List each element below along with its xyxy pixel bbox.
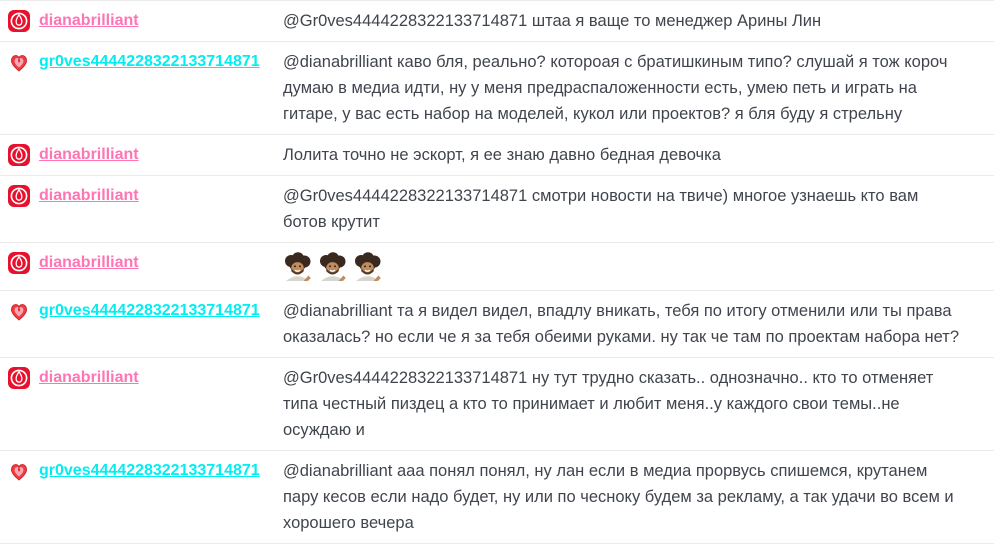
bobross-emote-icon [283, 252, 312, 281]
username-link[interactable]: gr0ves4444228322133714871 [39, 302, 260, 319]
username-link[interactable]: gr0ves4444228322133714871 [39, 53, 260, 70]
chat-message: @dianabrilliant ааа понял понял, ну лан если в медиа прорвусь спишемся, крутанем пару кесов если надо будет, ну или по чесноку будем за рекламу, а так удачи во всем и хорошего вечера [283, 462, 954, 532]
target-logo-avatar-icon [8, 144, 30, 166]
emote-strip [283, 250, 966, 283]
username-link[interactable]: dianabrilliant [39, 146, 139, 163]
chat-row [0, 176, 994, 243]
chat-message: @Gr0ves4444228322133714871 штаа я ваще то менеджер Арины Лин [283, 12, 822, 30]
username-link[interactable]: gr0ves4444228322133714871 [39, 462, 260, 479]
chat-row [0, 291, 994, 358]
target-logo-avatar[interactable] [8, 144, 30, 166]
chat-row [0, 135, 994, 176]
username-link[interactable]: dianabrilliant [39, 187, 139, 204]
target-logo-avatar-icon [8, 185, 30, 207]
chat-message: Лолита точно не эскорт, я ее знаю давно бедная девочка [283, 146, 721, 164]
user-column [0, 8, 283, 34]
target-logo-avatar-icon [8, 367, 30, 389]
heart-avatar-icon [8, 51, 30, 73]
chat-message: @dianabrilliant та я видел видел, впадлу вникать, тебя по итогу отменили или ты права оказалась? но если че я за тебя обеими руками. ну так че там по проектам набора нет? [283, 302, 960, 346]
user-column [0, 458, 283, 484]
user-column [0, 183, 283, 209]
chat-row [0, 1, 994, 42]
target-logo-avatar[interactable] [8, 185, 30, 207]
chat-row [0, 358, 994, 451]
target-logo-avatar-icon [8, 252, 30, 274]
heart-avatar-icon [8, 460, 30, 482]
user-column [0, 142, 283, 168]
username-link[interactable]: dianabrilliant [39, 254, 139, 271]
user-column [0, 298, 283, 324]
heart-avatar-icon [8, 300, 30, 322]
target-logo-avatar-icon [8, 10, 30, 32]
heart-avatar[interactable] [8, 460, 30, 482]
user-column [0, 250, 283, 276]
heart-avatar[interactable] [8, 51, 30, 73]
chat-message: @Gr0ves4444228322133714871 ну тут трудно сказать.. однозначно.. кто то отменяет типа честный пиздец а кто то принимает и любит меня..у каждого свои темы..не осуждаю и [283, 369, 934, 439]
user-column [0, 49, 283, 75]
bobross-emote-icon [318, 252, 347, 281]
chat-message: @dianabrilliant каво бля, реально? котороая с братишкиным типо? слушай я тож короч думаю в медиа идти, ну у меня предраспаложенности есть, умею петь и играть на гитаре, у вас есть набор на моделей, кукол или проектов? я бля буду я стрельну [283, 53, 948, 123]
heart-avatar[interactable] [8, 300, 30, 322]
user-column [0, 365, 283, 391]
bobross-emote-icon [353, 252, 382, 281]
username-link[interactable]: dianabrilliant [39, 369, 139, 386]
chat-row [0, 42, 994, 135]
username-link[interactable]: dianabrilliant [39, 12, 139, 29]
chat-row [0, 243, 994, 291]
target-logo-avatar[interactable] [8, 367, 30, 389]
chat-message [283, 250, 994, 283]
chat-row [0, 451, 994, 544]
target-logo-avatar[interactable] [8, 252, 30, 274]
chat-message: @Gr0ves4444228322133714871 смотри новости на твиче) многое узнаешь кто вам ботов крутит [283, 187, 919, 231]
target-logo-avatar[interactable] [8, 10, 30, 32]
